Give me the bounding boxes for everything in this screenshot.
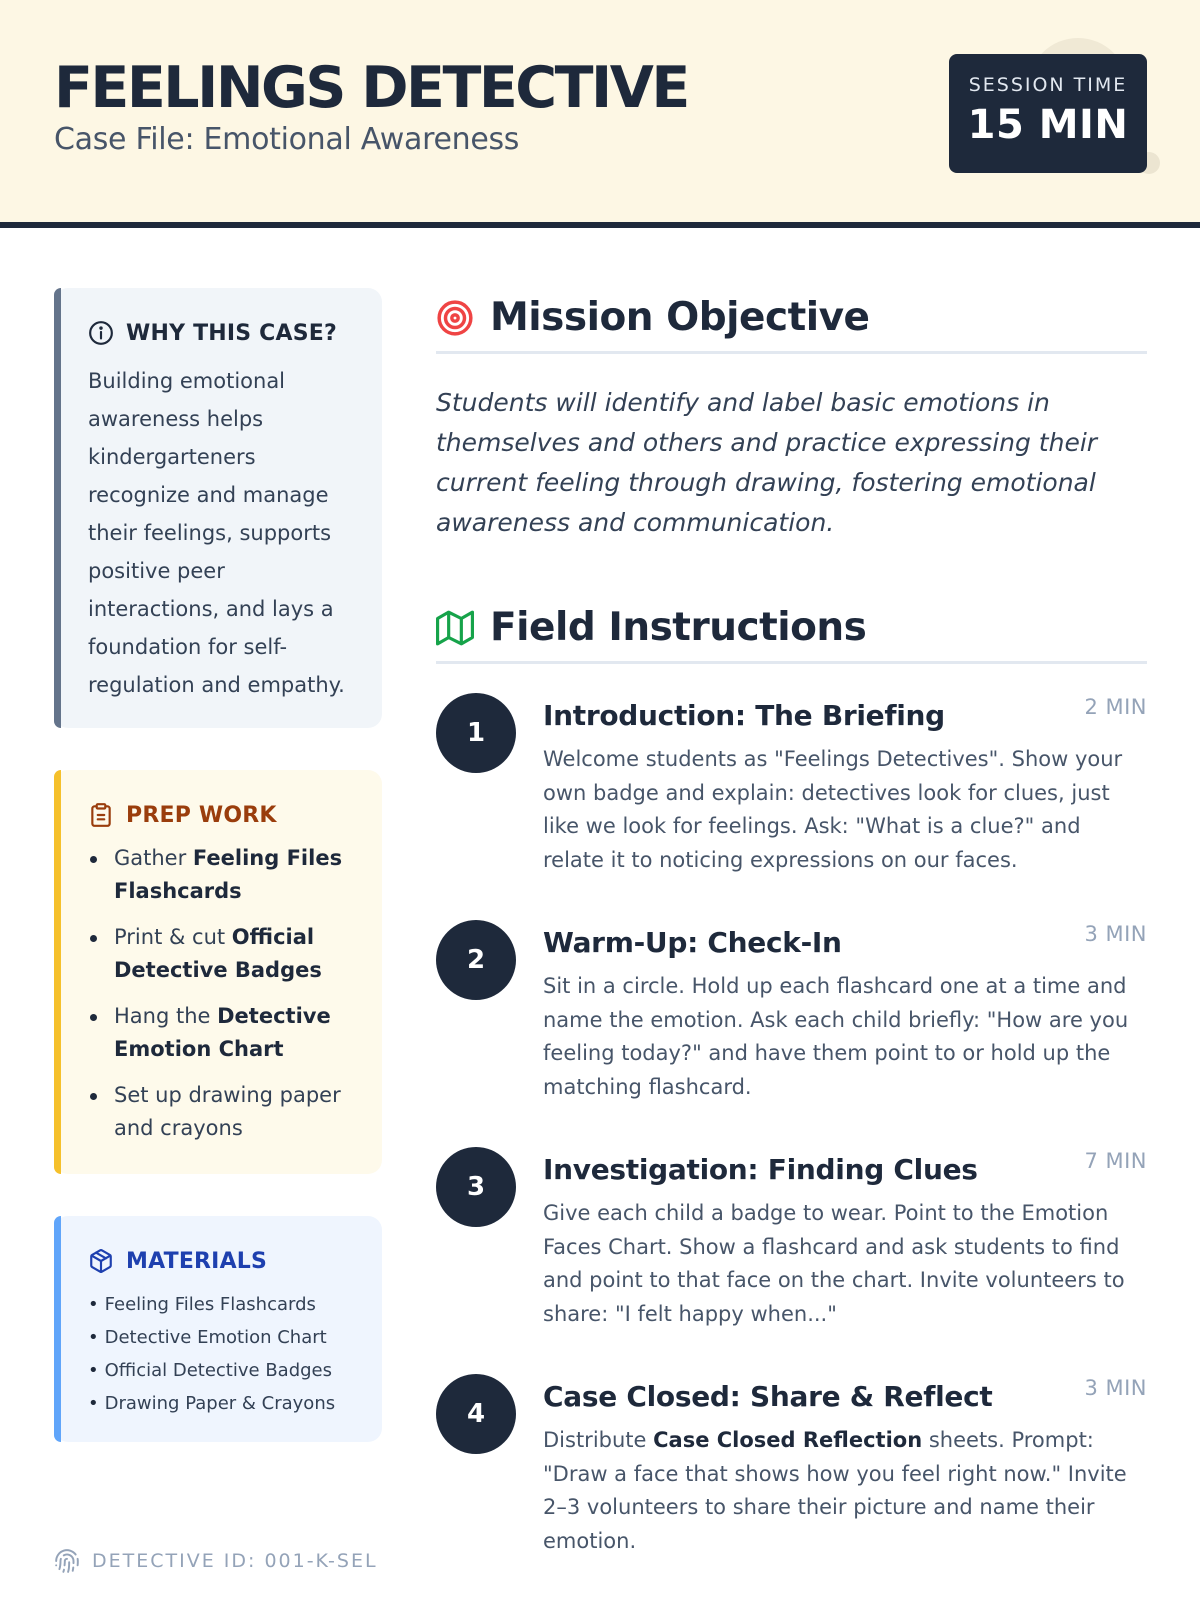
field-instructions-heading: Field Instructions	[490, 605, 867, 650]
step-duration: 3 MIN	[1084, 1376, 1147, 1400]
step-description-bold: Case Closed Reflection	[653, 1428, 923, 1452]
materials-item: • Feeling Files Flashcards	[88, 1288, 354, 1321]
why-card-header	[88, 316, 354, 350]
step-description	[543, 1197, 1147, 1331]
mission-objective-heading: Mission Objective	[490, 295, 870, 340]
step-description-text: sheets. Prompt: "Draw a face that shows how you feel right now." Invite 2–3 volunteers to share their picture and name their emotion.	[543, 1428, 1127, 1553]
session-time-value: 15 MIN	[967, 102, 1129, 148]
step-description-text: Distribute	[543, 1428, 654, 1452]
step-number: 3	[436, 1147, 516, 1227]
materials-card-heading: MATERIALS	[126, 1248, 268, 1274]
clipboard-icon	[88, 802, 114, 828]
prep-item	[88, 1079, 354, 1145]
info-icon	[88, 320, 114, 346]
step-description	[543, 970, 1147, 1104]
step-title: Introduction: The Briefing	[543, 699, 945, 732]
field-instructions-header	[436, 594, 1147, 664]
materials-item: • Detective Emotion Chart	[88, 1321, 354, 1354]
step-number: 1	[436, 693, 516, 773]
box-icon	[88, 1248, 114, 1274]
materials-list	[88, 1288, 354, 1420]
mission-objective-header	[436, 284, 1147, 354]
prep-item-text: Hang the	[114, 1004, 218, 1028]
step-number: 2	[436, 920, 516, 1000]
prep-item	[88, 921, 354, 987]
step-duration: 7 MIN	[1084, 1149, 1147, 1173]
page-header	[0, 0, 1200, 228]
prep-item-text: Gather	[114, 846, 193, 870]
prep-item-bold: Feeling Files Flashcards	[114, 846, 343, 903]
map-icon	[436, 609, 474, 647]
step-duration: 2 MIN	[1084, 695, 1147, 719]
prep-list	[88, 842, 354, 1145]
prep-item-bold: Official Detective Badges	[114, 925, 322, 982]
prep-item-text: Print & cut	[114, 925, 232, 949]
step-description-text: Sit in a circle. Hold up each flashcard one at a time and name the emotion. Ask each child briefly: "How are you feeling today?" and have them point to or hold up the matching flashcard.	[543, 974, 1129, 1099]
detective-id-text: DETECTIVE ID: 001-K-SEL	[92, 1550, 378, 1572]
step-description-text: Welcome students as "Feelings Detectives". Show your own badge and explain: detectives look for clues, just like we look for feelings. Ask: "What is a clue?" and relate it to noticing expressions on our faces.	[543, 747, 1123, 872]
step-description	[543, 743, 1147, 877]
mission-objective-text: Students will identify and label basic emotions in themselves and others and practice expressing their current feeling through drawing, fostering emotional awareness and communication.	[436, 388, 1098, 537]
materials-item: • Drawing Paper & Crayons	[88, 1387, 354, 1420]
prep-item-text: Set up drawing paper and crayons	[114, 1083, 341, 1140]
materials-item: • Official Detective Badges	[88, 1354, 354, 1387]
detective-id-footer	[54, 1548, 378, 1574]
prep-work-card	[54, 770, 382, 1174]
step-title: Case Closed: Share & Reflect	[543, 1380, 993, 1413]
fingerprint-icon	[54, 1548, 80, 1574]
step-duration: 3 MIN	[1084, 922, 1147, 946]
prep-card-heading: PREP WORK	[126, 802, 277, 828]
session-time-badge	[949, 54, 1147, 173]
prep-item	[88, 842, 354, 908]
why-this-case-card	[54, 288, 382, 728]
page-subtitle: Case File: Emotional Awareness	[54, 122, 520, 157]
step-number: 4	[436, 1374, 516, 1454]
step-description	[543, 1424, 1147, 1558]
step-title: Investigation: Finding Clues	[543, 1153, 978, 1186]
why-card-text: Building emotional awareness helps kindergarteners recognize and manage their feelings, supports positive peer interactions, and lays a foundation for self-regulation and empathy.	[88, 369, 345, 697]
page-title: FEELINGS DETECTIVE	[54, 55, 688, 121]
step-title: Warm-Up: Check-In	[543, 926, 842, 959]
why-card-heading: WHY THIS CASE?	[126, 320, 337, 346]
materials-card-header	[88, 1244, 354, 1278]
prep-item-bold: Detective Emotion Chart	[114, 1004, 331, 1061]
target-icon	[436, 299, 474, 337]
step-description-text: Give each child a badge to wear. Point to the Emotion Faces Chart. Show a flashcard and ask students to find and point to that face on the chart. Invite volunteers to share: "I felt happy when..."	[543, 1201, 1125, 1326]
session-time-label: SESSION TIME	[968, 74, 1128, 96]
materials-card	[54, 1216, 382, 1442]
prep-item	[88, 1000, 354, 1066]
prep-card-header	[88, 798, 354, 832]
